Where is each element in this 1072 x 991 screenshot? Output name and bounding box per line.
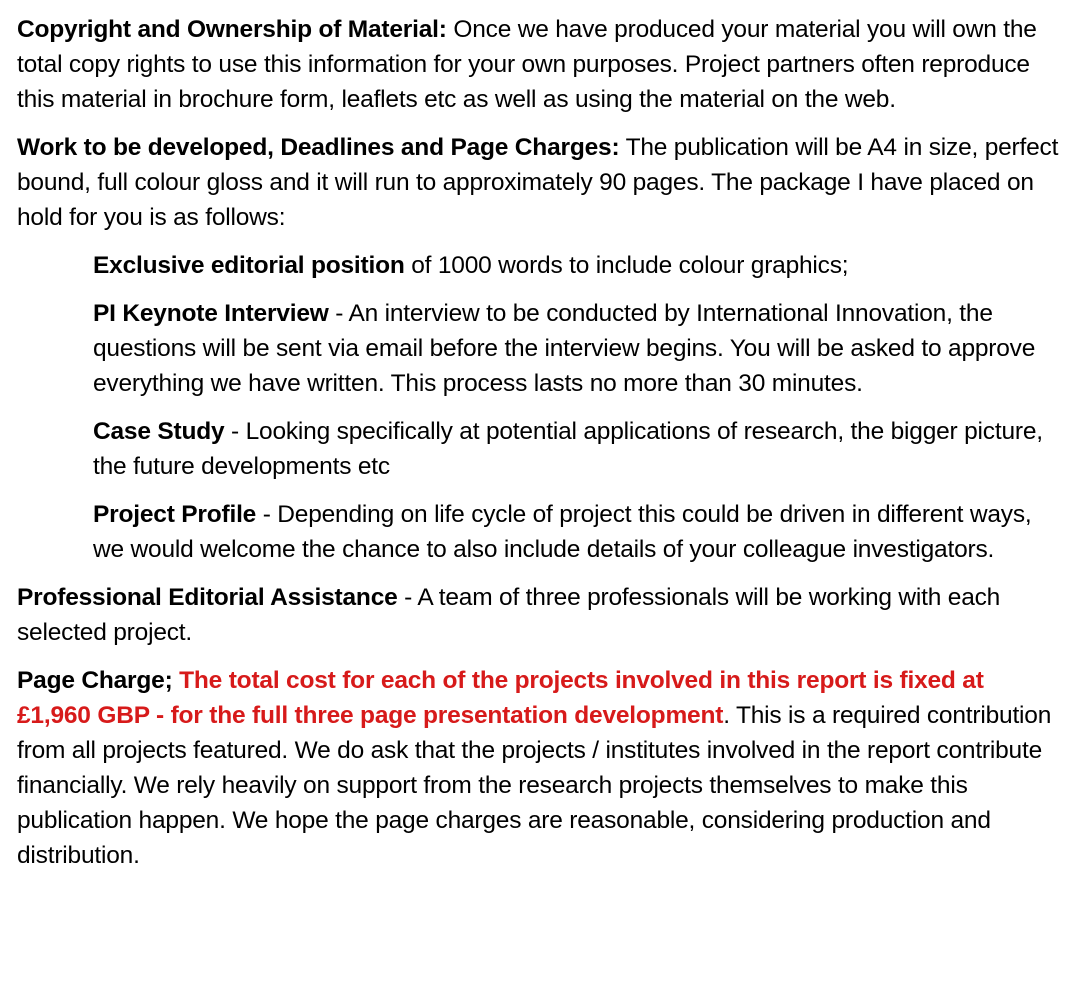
package-item-heading: Exclusive editorial position <box>93 252 405 279</box>
assistance-body: - A team of three professionals will be working with each selected project. <box>17 584 1001 646</box>
package-item-heading: Project Profile <box>93 501 257 528</box>
page-charge-paragraph <box>17 663 1060 873</box>
work-heading: Work to be developed, Deadlines and Page Charges: <box>17 134 620 161</box>
package-item-heading: Case Study <box>93 418 225 445</box>
copyright-body: Once we have produced your material you will own the total copy rights to use this information for your own purposes. Project partners often reproduce this material in brochure form, leaflets etc as well as using the material on the web. <box>17 16 1037 113</box>
package-item-editorial <box>17 248 1060 283</box>
package-item-project-profile <box>17 497 1060 567</box>
assistance-heading: Professional Editorial Assistance <box>17 584 398 611</box>
copyright-paragraph <box>17 12 1060 117</box>
package-item-body: of 1000 words to include colour graphics; <box>404 252 849 279</box>
page-charge-highlight: The total cost for each of the projects involved in this report is fixed at £1,960 GBP - for the full three page presentation development <box>17 667 984 729</box>
package-item-body: - An interview to be conducted by International Innovation, the questions will be sent via email before the interview begins. You will be asked to approve everything we have written. This process lasts no more than 30 minutes. <box>93 300 1036 397</box>
copyright-heading: Copyright and Ownership of Material: <box>17 16 447 43</box>
package-item-interview <box>17 296 1060 401</box>
work-paragraph <box>17 130 1060 235</box>
page-charge-heading: Page Charge; <box>17 667 173 694</box>
package-item-case-study <box>17 414 1060 484</box>
package-item-body: - Looking specifically at potential applications of research, the bigger picture, the future developments etc <box>93 418 1043 480</box>
work-body: The publication will be A4 in size, perfect bound, full colour gloss and it will run to approximately 90 pages. The package I have placed on hold for you is as follows: <box>17 134 1059 231</box>
assistance-paragraph <box>17 580 1060 650</box>
package-item-heading: PI Keynote Interview <box>93 300 329 327</box>
page-charge-body: . This is a required contribution from all projects featured. We do ask that the projects / institutes involved in the report contribute financially. We rely heavily on support from the research projects themselves to make this publication happen. We hope the page charges are reasonable, considering production and distribution. <box>17 702 1052 869</box>
package-item-body: - Depending on life cycle of project this could be driven in different ways, we would welcome the chance to also include details of your colleague investigators. <box>93 501 1032 563</box>
